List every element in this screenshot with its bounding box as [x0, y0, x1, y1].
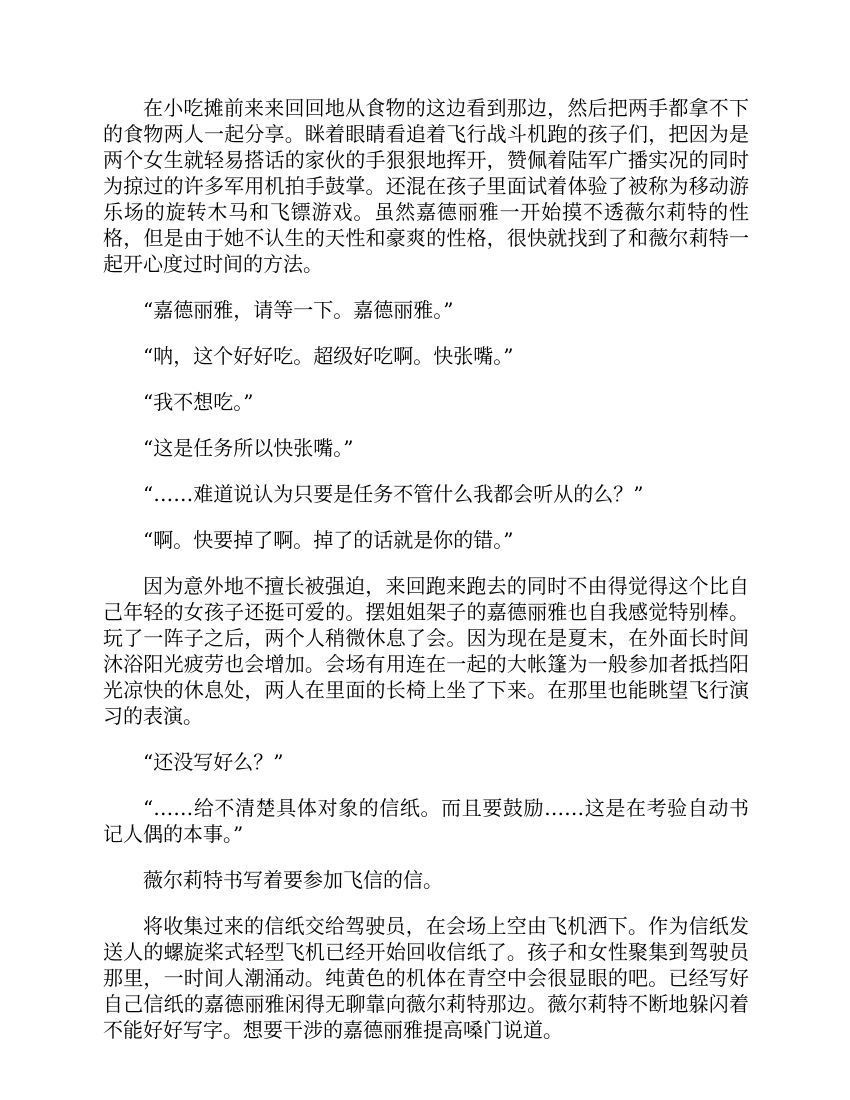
paragraph-narration-airplane: 将收集过来的信纸交给驾驶员，在会场上空由飞机洒下。作为信纸发送人的螺旋桨式轻型飞机已经开始回收信纸了。孩子和女性聚集到驾驶员那里，一时间人潮涌动。纯黄色的机体在青空中会很显眼的吧。已经写好自己信纸的嘉德丽雅闲得无聊靠向薇尔莉特那边。薇尔莉特不断地躲闪着不能好好写字。想要干涉的嘉德丽雅提高嗓门说道。: [103, 914, 749, 1042]
paragraph-dialogue: “啊。快要掉了啊。掉了的话就是你的错。”: [143, 528, 514, 552]
paragraph-dialogue: “这是任务所以快张嘴。”: [143, 436, 354, 460]
paragraph-dialogue: “呐，这个好好吃。超级好吃啊。快张嘴。”: [143, 344, 514, 368]
paragraph-dialogue: “还没写好么？”: [143, 750, 284, 774]
paragraph-dialogue: “……给不清楚具体对象的信纸。而且要鼓励……这是在考验自动书记人偶的本事。”: [103, 796, 749, 846]
paragraph-narration-festival: 在小吃摊前来来回回地从食物的这边看到那边，然后把两手都拿不下的食物两人一起分享。眯着眼睛看追着飞行战斗机跑的孩子们，把因为是两个女生就轻易搭话的家伙的手狠狠地挥开，赞佩着陆军广播实况的同时为掠过的许多军用机拍手鼓掌。还混在孩子里面试着体验了被称为移动游乐场的旋转木马和飞镖游戏。虽然嘉德丽雅一开始摸不透薇尔莉特的性格，但是由于她不认生的天性和豪爽的性格，很快就找到了和薇尔莉特一起开心度过时间的方法。: [103, 96, 749, 276]
paragraph-dialogue: “……难道说认为只要是任务不管什么我都会听从的么？”: [143, 482, 644, 506]
paragraph-dialogue: “我不想吃。”: [143, 390, 254, 414]
document-page: [103, 95, 749, 1063]
paragraph-narration-letter: 薇尔莉特书写着要参加飞信的信。: [143, 868, 443, 892]
paragraph-dialogue: “嘉德丽雅，请等一下。嘉德丽雅。”: [143, 298, 454, 322]
paragraph-narration-rest: 因为意外地不擅长被强迫，来回跑来跑去的同时不由得觉得这个比自己年轻的女孩子还挺可爱的。摆姐姐架子的嘉德丽雅也自我感觉特别棒。玩了一阵子之后，两个人稍微休息了会。因为现在是夏末，在外面长时间沐浴阳光疲劳也会增加。会场有用连在一起的大帐篷为一般参加者抵挡阳光凉快的休息处，两人在里面的长椅上坐了下来。在那里也能眺望飞行演习的表演。: [103, 574, 749, 728]
